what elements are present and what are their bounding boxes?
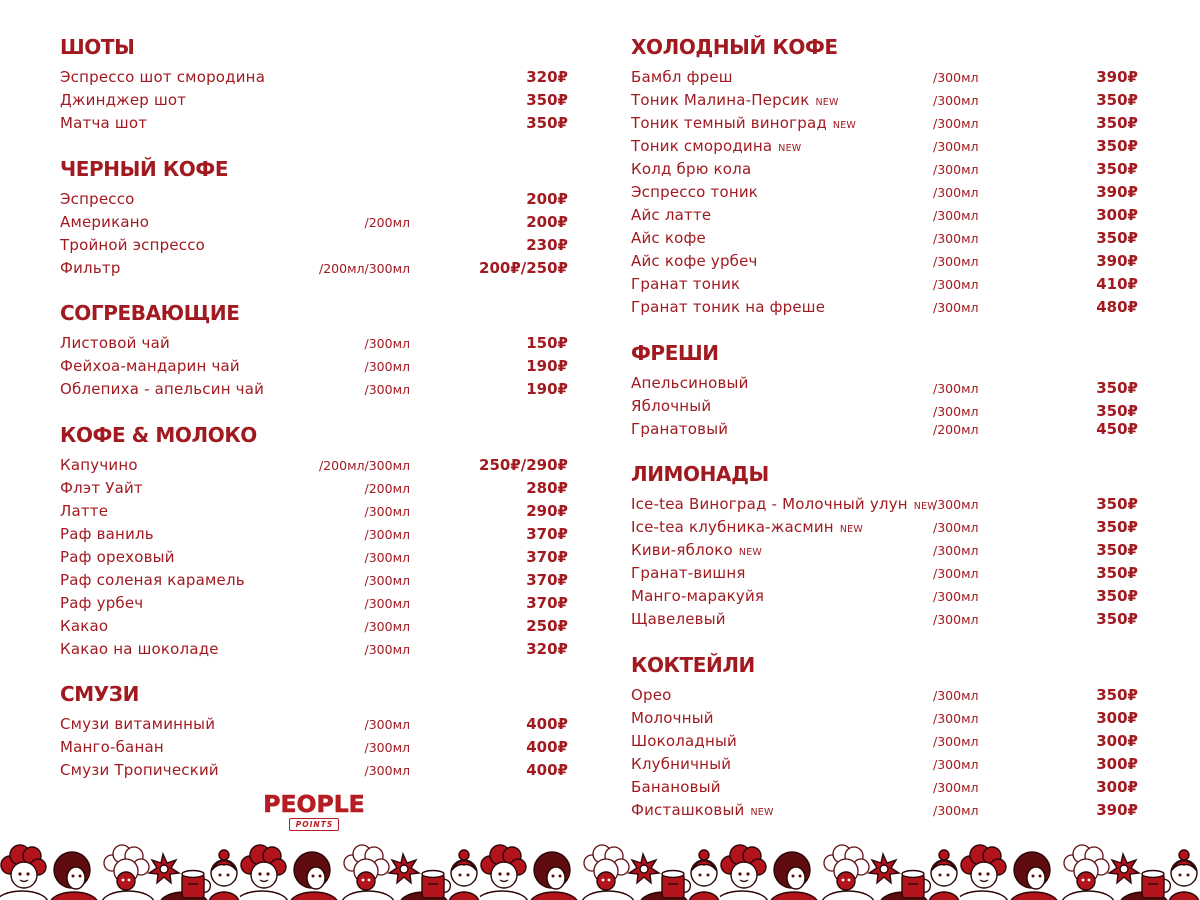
item-price: 350₽ [1096, 378, 1138, 397]
item-label [60, 546, 175, 569]
item-volume: /300мл [933, 70, 979, 85]
item-label [60, 569, 245, 592]
new-badge: NEW [832, 120, 857, 131]
item-name: Тоник смородина [631, 137, 773, 155]
item-price: 350₽ [1096, 137, 1138, 155]
item-volume: /200мл [933, 421, 979, 437]
item-price: 150₽ [526, 334, 568, 352]
menu-item-list [631, 66, 1138, 319]
item-name: Тоник Малина-Персик [631, 91, 810, 109]
item-name: Эспрессо тоник [631, 183, 759, 201]
item-name: Раф урбеч [60, 593, 144, 612]
item-label [60, 257, 121, 280]
item-volume: /300мл [933, 254, 979, 269]
item-name: Ice-tea клубника-жасмин [631, 518, 834, 536]
item-label [631, 539, 762, 564]
item-label [631, 753, 731, 776]
menu-section [631, 651, 1138, 822]
item-price: 350₽ [526, 114, 568, 132]
item-volume: /300мл [933, 139, 979, 154]
item-name: Раф ваниль [60, 524, 154, 543]
item-price: 400₽ [526, 761, 568, 779]
item-volume: /300мл [364, 572, 410, 588]
menu-item [631, 418, 1138, 441]
item-name: Клубничный [631, 754, 732, 773]
item-volume: /300мл [933, 802, 979, 818]
new-badge: NEW [750, 806, 774, 818]
menu-item [60, 546, 568, 569]
section-title: СМУЗИ [60, 682, 139, 706]
menu-item [60, 257, 568, 280]
item-price: 300₽ [1096, 206, 1138, 224]
item-label [631, 684, 672, 707]
item-name: Манго-маракуйя [631, 587, 765, 605]
item-volume: /300мл [364, 336, 410, 351]
item-label [631, 250, 758, 273]
item-name: Айс кофе урбеч [631, 252, 758, 270]
menu-section [60, 33, 568, 135]
section-title: ШОТЫ [60, 35, 135, 59]
item-name: Матча шот [60, 114, 148, 132]
item-label [60, 332, 170, 355]
item-label [60, 188, 135, 211]
item-volume: /300мл [364, 359, 410, 374]
menu-item [60, 332, 568, 355]
menu-item [60, 736, 568, 759]
menu-item [60, 523, 568, 546]
item-price: 300₽ [1096, 754, 1138, 773]
item-price: 190₽ [526, 380, 568, 398]
item-name: Яблочный [631, 396, 712, 415]
menu-item-list [60, 66, 568, 135]
menu-item [60, 211, 568, 234]
item-label [60, 211, 149, 234]
menu-item [60, 638, 568, 661]
item-label [631, 372, 749, 395]
item-price: 350₽ [1096, 91, 1138, 109]
menu-item [631, 89, 1138, 112]
item-volume: /300мл [933, 497, 979, 512]
item-volume: /300мл [933, 231, 979, 246]
item-name: Тройной эспрессо [60, 235, 206, 254]
item-name: Флэт Уайт [60, 478, 143, 497]
menu-item-list [60, 332, 568, 401]
menu-item [631, 562, 1138, 585]
menu-item [631, 273, 1138, 296]
item-name: Шоколадный [631, 731, 738, 750]
menu-item [631, 608, 1138, 631]
item-label [631, 89, 839, 114]
item-label [631, 562, 746, 585]
menu-item [631, 799, 1138, 822]
item-label [60, 112, 147, 135]
item-label [60, 638, 219, 661]
menu-section [631, 460, 1138, 631]
item-price: 350₽ [1096, 610, 1138, 628]
item-price: 250₽/290₽ [479, 455, 568, 474]
item-volume: /300мл [364, 595, 410, 611]
item-name: Джинджер шот [60, 91, 187, 109]
item-volume: /300мл [933, 208, 979, 223]
item-name: Эспрессо [60, 189, 135, 208]
item-label [60, 713, 215, 736]
menu-item [60, 234, 568, 257]
menu-item [60, 188, 568, 211]
item-price: 450₽ [1096, 419, 1138, 438]
item-label [60, 355, 240, 378]
item-volume: /300мл [933, 300, 979, 315]
section-title: КОКТЕЙЛИ [631, 652, 755, 677]
item-price: 390₽ [1096, 252, 1138, 270]
item-volume: /300мл [933, 733, 979, 749]
item-label [631, 112, 856, 137]
item-name: Айс кофе [631, 229, 706, 247]
item-price: 370₽ [526, 570, 568, 589]
item-volume: /200мл [364, 214, 410, 230]
item-price: 280₽ [526, 478, 568, 497]
item-price: 390₽ [1096, 800, 1138, 819]
item-price: 350₽ [1096, 685, 1138, 704]
menu-item [631, 776, 1138, 799]
item-name: Тоник темный виноград [631, 114, 827, 132]
menu-item [631, 395, 1138, 418]
menu-section [60, 299, 568, 401]
menu-item [60, 355, 568, 378]
item-volume: /300мл [364, 503, 410, 519]
menu-section [631, 339, 1138, 441]
menu-section [60, 680, 568, 782]
brand-name: PEOPLE [263, 790, 365, 818]
item-price: 400₽ [526, 715, 568, 733]
item-name: Бамбл фреш [631, 68, 733, 86]
item-price: 400₽ [526, 738, 568, 756]
new-badge: NEW [913, 501, 937, 512]
item-label [631, 227, 706, 250]
item-name: Облепиха - апельсин чай [60, 380, 265, 398]
menu-item [631, 516, 1138, 539]
item-label [60, 378, 264, 401]
item-price: 230₽ [526, 235, 568, 254]
item-name: Латте [60, 501, 109, 520]
new-badge: NEW [738, 547, 762, 558]
item-name: Смузи Тропический [60, 761, 219, 779]
item-label [631, 66, 733, 89]
menu-item [60, 477, 568, 500]
item-volume: /300мл [933, 756, 979, 772]
menu-item [631, 135, 1138, 158]
item-volume: /300мл [933, 93, 979, 108]
item-name: Колд брю кола [631, 160, 752, 178]
menu-item [60, 759, 568, 782]
item-price: 320₽ [526, 639, 568, 658]
item-price: 350₽ [1096, 401, 1138, 420]
item-price: 290₽ [526, 501, 568, 520]
item-volume: /300мл [364, 740, 410, 755]
menu-item-list [631, 493, 1138, 631]
item-name: Молочный [631, 708, 714, 727]
menu-item [60, 592, 568, 615]
menu-item [631, 158, 1138, 181]
menu-item [631, 372, 1138, 395]
new-badge: NEW [815, 97, 839, 108]
item-label [60, 615, 108, 638]
brand-logo [263, 790, 365, 831]
new-badge: NEW [778, 143, 802, 154]
item-name: Эспрессо шот смородина [60, 68, 266, 86]
menu-item [631, 585, 1138, 608]
item-name: Гранат тоник на фреше [631, 298, 826, 316]
menu-item [60, 378, 568, 401]
item-price: 190₽ [526, 357, 568, 375]
item-volume: /300мл [933, 185, 979, 200]
item-volume: /300мл [933, 543, 979, 558]
item-volume: /300мл [933, 520, 979, 535]
item-price: 300₽ [1096, 731, 1138, 750]
item-volume: /200мл/300мл [319, 457, 410, 473]
item-label [631, 585, 764, 608]
item-label [631, 516, 863, 541]
item-label [631, 273, 740, 296]
item-name: Киви-яблоко [631, 541, 733, 559]
item-label [60, 454, 138, 477]
item-volume: /200мл [364, 480, 410, 496]
menu-item [60, 112, 568, 135]
item-name: Гранат тоник [631, 275, 741, 293]
item-price: 320₽ [526, 68, 568, 86]
item-name: Айс латте [631, 206, 712, 224]
item-volume: /300мл [364, 526, 410, 542]
section-title: КОФЕ & МОЛОКО [60, 422, 257, 447]
menu-item [631, 112, 1138, 135]
menu-item-list [631, 684, 1138, 822]
item-name: Американо [60, 212, 150, 231]
item-volume: /300мл [933, 566, 979, 581]
item-price: 250₽ [526, 616, 568, 635]
menu-item [631, 250, 1138, 273]
item-price: 370₽ [526, 524, 568, 543]
item-volume: /300мл [364, 382, 410, 397]
item-name: Раф ореховый [60, 547, 175, 566]
item-label [60, 66, 265, 89]
item-label [631, 418, 728, 441]
item-name: Листовой чай [60, 334, 170, 352]
section-title: ЧЕРНЫЙ КОФЕ [60, 156, 229, 181]
menu-section [631, 33, 1138, 319]
item-label [631, 608, 726, 631]
item-label [631, 395, 711, 418]
menu-item [631, 707, 1138, 730]
item-name: Раф соленая карамель [60, 570, 245, 589]
menu-item-list [60, 188, 568, 280]
menu-item [631, 296, 1138, 319]
item-name: Какао на шоколаде [60, 639, 219, 658]
item-volume: /300мл [364, 641, 410, 657]
brand-subtitle: POINTS [289, 818, 339, 831]
menu-item [60, 500, 568, 523]
item-label [631, 135, 801, 160]
item-price: 350₽ [1096, 160, 1138, 178]
item-volume: /300мл [364, 549, 410, 565]
item-volume: /300мл [933, 589, 979, 604]
item-label [60, 736, 164, 759]
menu-section [60, 155, 568, 280]
item-label [631, 493, 937, 518]
item-price: 390₽ [1096, 68, 1138, 86]
item-volume: /300мл [933, 277, 979, 292]
new-badge: NEW [839, 524, 863, 535]
item-label [60, 477, 143, 500]
item-name: Апельсиновый [631, 373, 749, 392]
item-label [631, 296, 825, 319]
item-label [60, 234, 205, 257]
item-price: 300₽ [1096, 777, 1138, 796]
item-price: 200₽ [526, 189, 568, 208]
item-price: 350₽ [1096, 541, 1138, 559]
item-volume: /300мл [933, 687, 979, 703]
item-name: Какао [60, 616, 109, 635]
menu-item [60, 615, 568, 638]
item-price: 300₽ [1096, 708, 1138, 727]
menu-item [631, 204, 1138, 227]
menu-item [631, 730, 1138, 753]
item-name: Фильтр [60, 258, 121, 277]
item-volume: /300мл [933, 116, 979, 131]
menu-item [631, 753, 1138, 776]
right-menu-column [631, 33, 1138, 822]
menu-item [60, 89, 568, 112]
menu-item [60, 66, 568, 89]
item-name: Ice-tea Виноград - Молочный улун [631, 495, 908, 513]
menu-item [631, 66, 1138, 89]
item-price: 370₽ [526, 547, 568, 566]
section-title: СОГРЕВАЮЩИЕ [60, 301, 240, 325]
left-menu-column [60, 33, 568, 782]
item-name: Орео [631, 685, 672, 704]
item-name: Фисташковый [631, 800, 745, 819]
item-label [631, 730, 737, 753]
menu-item [631, 539, 1138, 562]
item-volume: /300мл [933, 612, 979, 627]
menu-item-list [60, 454, 568, 661]
menu-item [631, 227, 1138, 250]
item-price: 200₽/250₽ [479, 258, 568, 277]
menu-item [631, 684, 1138, 707]
item-price: 350₽ [1096, 114, 1138, 132]
item-name: Фейхоа-мандарин чай [60, 357, 240, 375]
item-name: Смузи витаминный [60, 715, 216, 733]
item-label [60, 89, 186, 112]
section-title: ФРЕШИ [631, 340, 719, 365]
item-label [631, 776, 721, 799]
item-volume: /300мл [933, 710, 979, 726]
menu-item-list [60, 713, 568, 782]
item-label [631, 204, 711, 227]
item-price: 350₽ [1096, 564, 1138, 582]
item-volume: /300мл [933, 380, 979, 396]
menu-item [631, 493, 1138, 516]
section-title: ЛИМОНАДЫ [631, 462, 769, 486]
section-title: ХОЛОДНЫЙ КОФЕ [631, 35, 838, 59]
item-price: 370₽ [526, 593, 568, 612]
item-label [631, 707, 714, 730]
item-price: 350₽ [526, 91, 568, 109]
item-volume: /300мл [364, 763, 410, 778]
item-label [631, 799, 774, 824]
item-price: 350₽ [1096, 229, 1138, 247]
menu-item [60, 454, 568, 477]
item-volume: /300мл [933, 779, 979, 795]
item-volume: /300мл [933, 162, 979, 177]
item-price: 410₽ [1096, 275, 1138, 293]
item-label [631, 181, 758, 204]
menu-item [631, 181, 1138, 204]
item-name: Гранат-вишня [631, 564, 746, 582]
decorative-crowd-illustration [0, 840, 1200, 900]
item-price: 480₽ [1096, 298, 1138, 316]
menu-section [60, 421, 568, 661]
item-name: Гранатовый [631, 419, 729, 438]
item-name: Манго-банан [60, 738, 164, 756]
item-label [60, 500, 108, 523]
item-name: Капучино [60, 455, 138, 474]
item-price: 350₽ [1096, 495, 1138, 513]
item-price: 350₽ [1096, 587, 1138, 605]
item-price: 200₽ [526, 212, 568, 231]
item-label [60, 592, 143, 615]
item-price: 390₽ [1096, 183, 1138, 201]
item-name: Банановый [631, 777, 721, 796]
item-volume: /300мл [364, 717, 410, 732]
item-label [631, 158, 751, 181]
item-name: Щавелевый [631, 610, 726, 628]
item-label [60, 759, 219, 782]
menu-item [60, 713, 568, 736]
item-price: 350₽ [1096, 518, 1138, 536]
menu-item-list [631, 372, 1138, 441]
item-volume: /300мл [364, 618, 410, 634]
item-volume: /200мл/300мл [319, 260, 410, 276]
item-label [60, 523, 154, 546]
item-volume: /300мл [933, 403, 979, 419]
menu-item [60, 569, 568, 592]
